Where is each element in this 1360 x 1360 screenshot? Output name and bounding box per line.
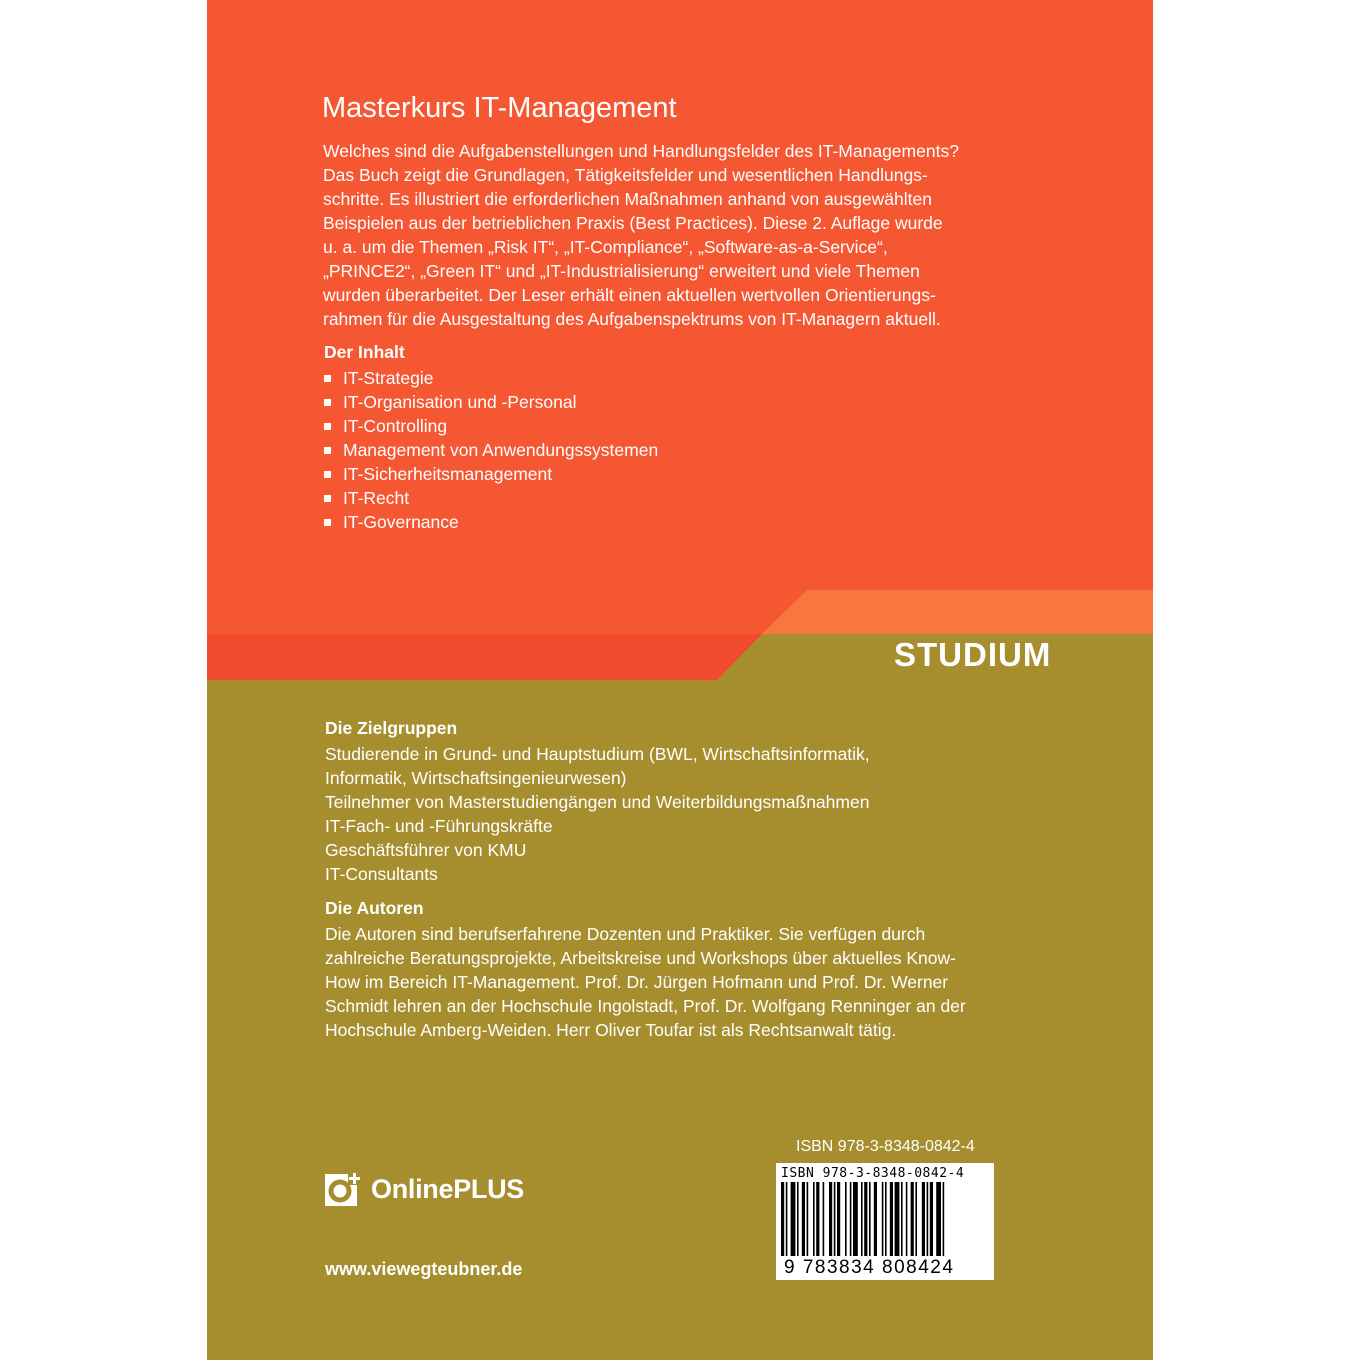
- bullet-icon: [324, 447, 331, 454]
- logo-text: OnlinePLUS: [371, 1173, 525, 1204]
- barcode-bar: [861, 1182, 863, 1256]
- barcode-bar: [890, 1182, 893, 1256]
- autoren-line: Hochschule Amberg-Weiden. Herr Oliver Toufar ist als Rechtsanwalt tätig.: [325, 1020, 897, 1040]
- barcode-bar: [850, 1182, 852, 1256]
- bullet-icon: [324, 495, 331, 502]
- list-item: [324, 486, 658, 510]
- barcode-bar: [936, 1182, 941, 1256]
- barcode-bar: [823, 1182, 825, 1256]
- description-line: „PRINCE2“, „Green IT“ und „IT-Industrialisierung“ erweitert und viele Themen: [323, 261, 920, 281]
- list-item: [324, 438, 658, 462]
- description-line: Beispielen aus der betrieblichen Praxis (Best Practices). Diese 2. Auflage wurde: [323, 213, 943, 233]
- description-line: schritte. Es illustriert die erforderlichen Maßnahmen anhand von ausgewählten: [323, 189, 932, 209]
- zielgruppen-heading: Die Zielgruppen: [325, 718, 458, 738]
- description: [323, 139, 1003, 331]
- zielgruppen-line: IT-Fach- und -Führungskräfte: [325, 816, 553, 836]
- barcode-bar: [895, 1182, 900, 1256]
- book-back-cover: [207, 0, 1153, 1360]
- barcode-bar: [906, 1182, 908, 1256]
- barcode: [776, 1163, 994, 1280]
- zielgruppen-line: Informatik, Wirtschaftsingenieurwesen): [325, 768, 627, 788]
- list-item: [324, 462, 658, 486]
- list-item-label: Management von Anwendungssystemen: [343, 440, 659, 460]
- barcode-bar: [807, 1182, 809, 1256]
- autoren-heading: Die Autoren: [325, 898, 424, 918]
- online-plus-logo: [325, 1172, 524, 1206]
- autoren-line: Die Autoren sind berufserfahrene Dozenten und Praktiker. Sie verfügen durch: [325, 924, 926, 944]
- barcode-bar: [786, 1182, 788, 1256]
- autoren-text: [325, 922, 966, 1042]
- book-title: Masterkurs IT-Management: [322, 92, 677, 124]
- barcode-bar: [874, 1182, 877, 1256]
- barcode-bar: [864, 1182, 867, 1256]
- barcode-bar: [834, 1182, 836, 1256]
- list-item: [324, 366, 658, 390]
- zielgruppen-list: [325, 742, 870, 886]
- online-plus-logo-icon: [325, 1172, 361, 1206]
- list-item-label: IT-Organisation und -Personal: [343, 392, 577, 412]
- inhalt-list: [324, 366, 658, 534]
- barcode-bar: [911, 1182, 914, 1256]
- list-item-label: IT-Strategie: [343, 368, 434, 388]
- barcode-bar: [930, 1182, 933, 1256]
- barcode-bar: [781, 1182, 784, 1256]
- barcode-isbn: ISBN 978-3-8348-0842-4: [781, 1166, 965, 1181]
- barcode-bar: [837, 1182, 840, 1256]
- barcode-number: 9 783834 808424: [784, 1257, 955, 1278]
- list-item-label: IT-Governance: [343, 512, 459, 532]
- inhalt-heading: Der Inhalt: [324, 342, 405, 362]
- autoren-line: How im Bereich IT-Management. Prof. Dr. Jürgen Hofmann und Prof. Dr. Werner: [325, 972, 949, 992]
- barcode-bar: [922, 1182, 925, 1256]
- barcode-bar: [791, 1182, 796, 1256]
- description-line: rahmen für die Ausgestaltung des Aufgabenspektrums von IT-Managern aktuell.: [323, 309, 941, 329]
- barcode-bar: [915, 1182, 917, 1256]
- barcode-bar: [869, 1182, 871, 1256]
- studium-label: STUDIUM: [894, 636, 1052, 673]
- description-line: Welches sind die Aufgabenstellungen und Handlungsfelder des IT-Managements?: [323, 141, 959, 161]
- publisher-url[interactable]: www.viewegteubner.de: [325, 1259, 523, 1279]
- isbn-label: ISBN 978-3-8348-0842-4: [796, 1138, 975, 1155]
- barcode-bar: [813, 1182, 815, 1256]
- list-item: [324, 510, 658, 534]
- list-item: [324, 414, 658, 438]
- description-line: u. a. um die Themen „Risk IT“, „IT-Compliance“, „Software-as-a-Service“,: [323, 237, 888, 257]
- bullet-icon: [324, 375, 331, 382]
- zielgruppen-line: Teilnehmer von Masterstudiengängen und Weiterbildungsmaßnahmen: [325, 792, 870, 812]
- list-item-label: IT-Recht: [343, 488, 410, 508]
- description-line: wurden überarbeitet. Der Leser erhält einen aktuellen wertvollen Orientierungs-: [323, 285, 936, 305]
- zielgruppen-line: IT-Consultants: [325, 864, 438, 884]
- bullet-icon: [324, 399, 331, 406]
- list-item-label: IT-Sicherheitsmanagement: [343, 464, 553, 484]
- bullet-icon: [324, 471, 331, 478]
- autoren-line: zahlreiche Beratungsprojekte, Arbeitskreise und Workshops über aktuelles Know-: [325, 948, 956, 968]
- autoren-line: Schmidt lehren an der Hochschule Ingolstadt, Prof. Dr. Wolfgang Renninger an der: [325, 996, 966, 1016]
- barcode-bar: [927, 1182, 929, 1256]
- barcode-bar: [802, 1182, 805, 1256]
- barcode-bar: [853, 1182, 858, 1256]
- list-item: [324, 390, 658, 414]
- barcode-bar: [943, 1182, 945, 1256]
- barcode-bar: [829, 1182, 832, 1256]
- bullet-icon: [324, 519, 331, 526]
- barcode-bar: [885, 1182, 887, 1256]
- description-line: Das Buch zeigt die Grundlagen, Tätigkeitsfelder und wesentlichen Handlungs-: [323, 165, 928, 185]
- zielgruppen-line: Studierende in Grund- und Hauptstudium (BWL, Wirtschaftsinformatik,: [325, 744, 870, 764]
- bullet-icon: [324, 423, 331, 430]
- barcode-bar: [845, 1182, 847, 1256]
- barcode-bar: [797, 1182, 799, 1256]
- list-item-label: IT-Controlling: [343, 416, 448, 436]
- barcode-bar: [901, 1182, 903, 1256]
- barcode-bar: [816, 1182, 819, 1256]
- zielgruppen-line: Geschäftsführer von KMU: [325, 840, 527, 860]
- barcode-bar: [882, 1182, 884, 1256]
